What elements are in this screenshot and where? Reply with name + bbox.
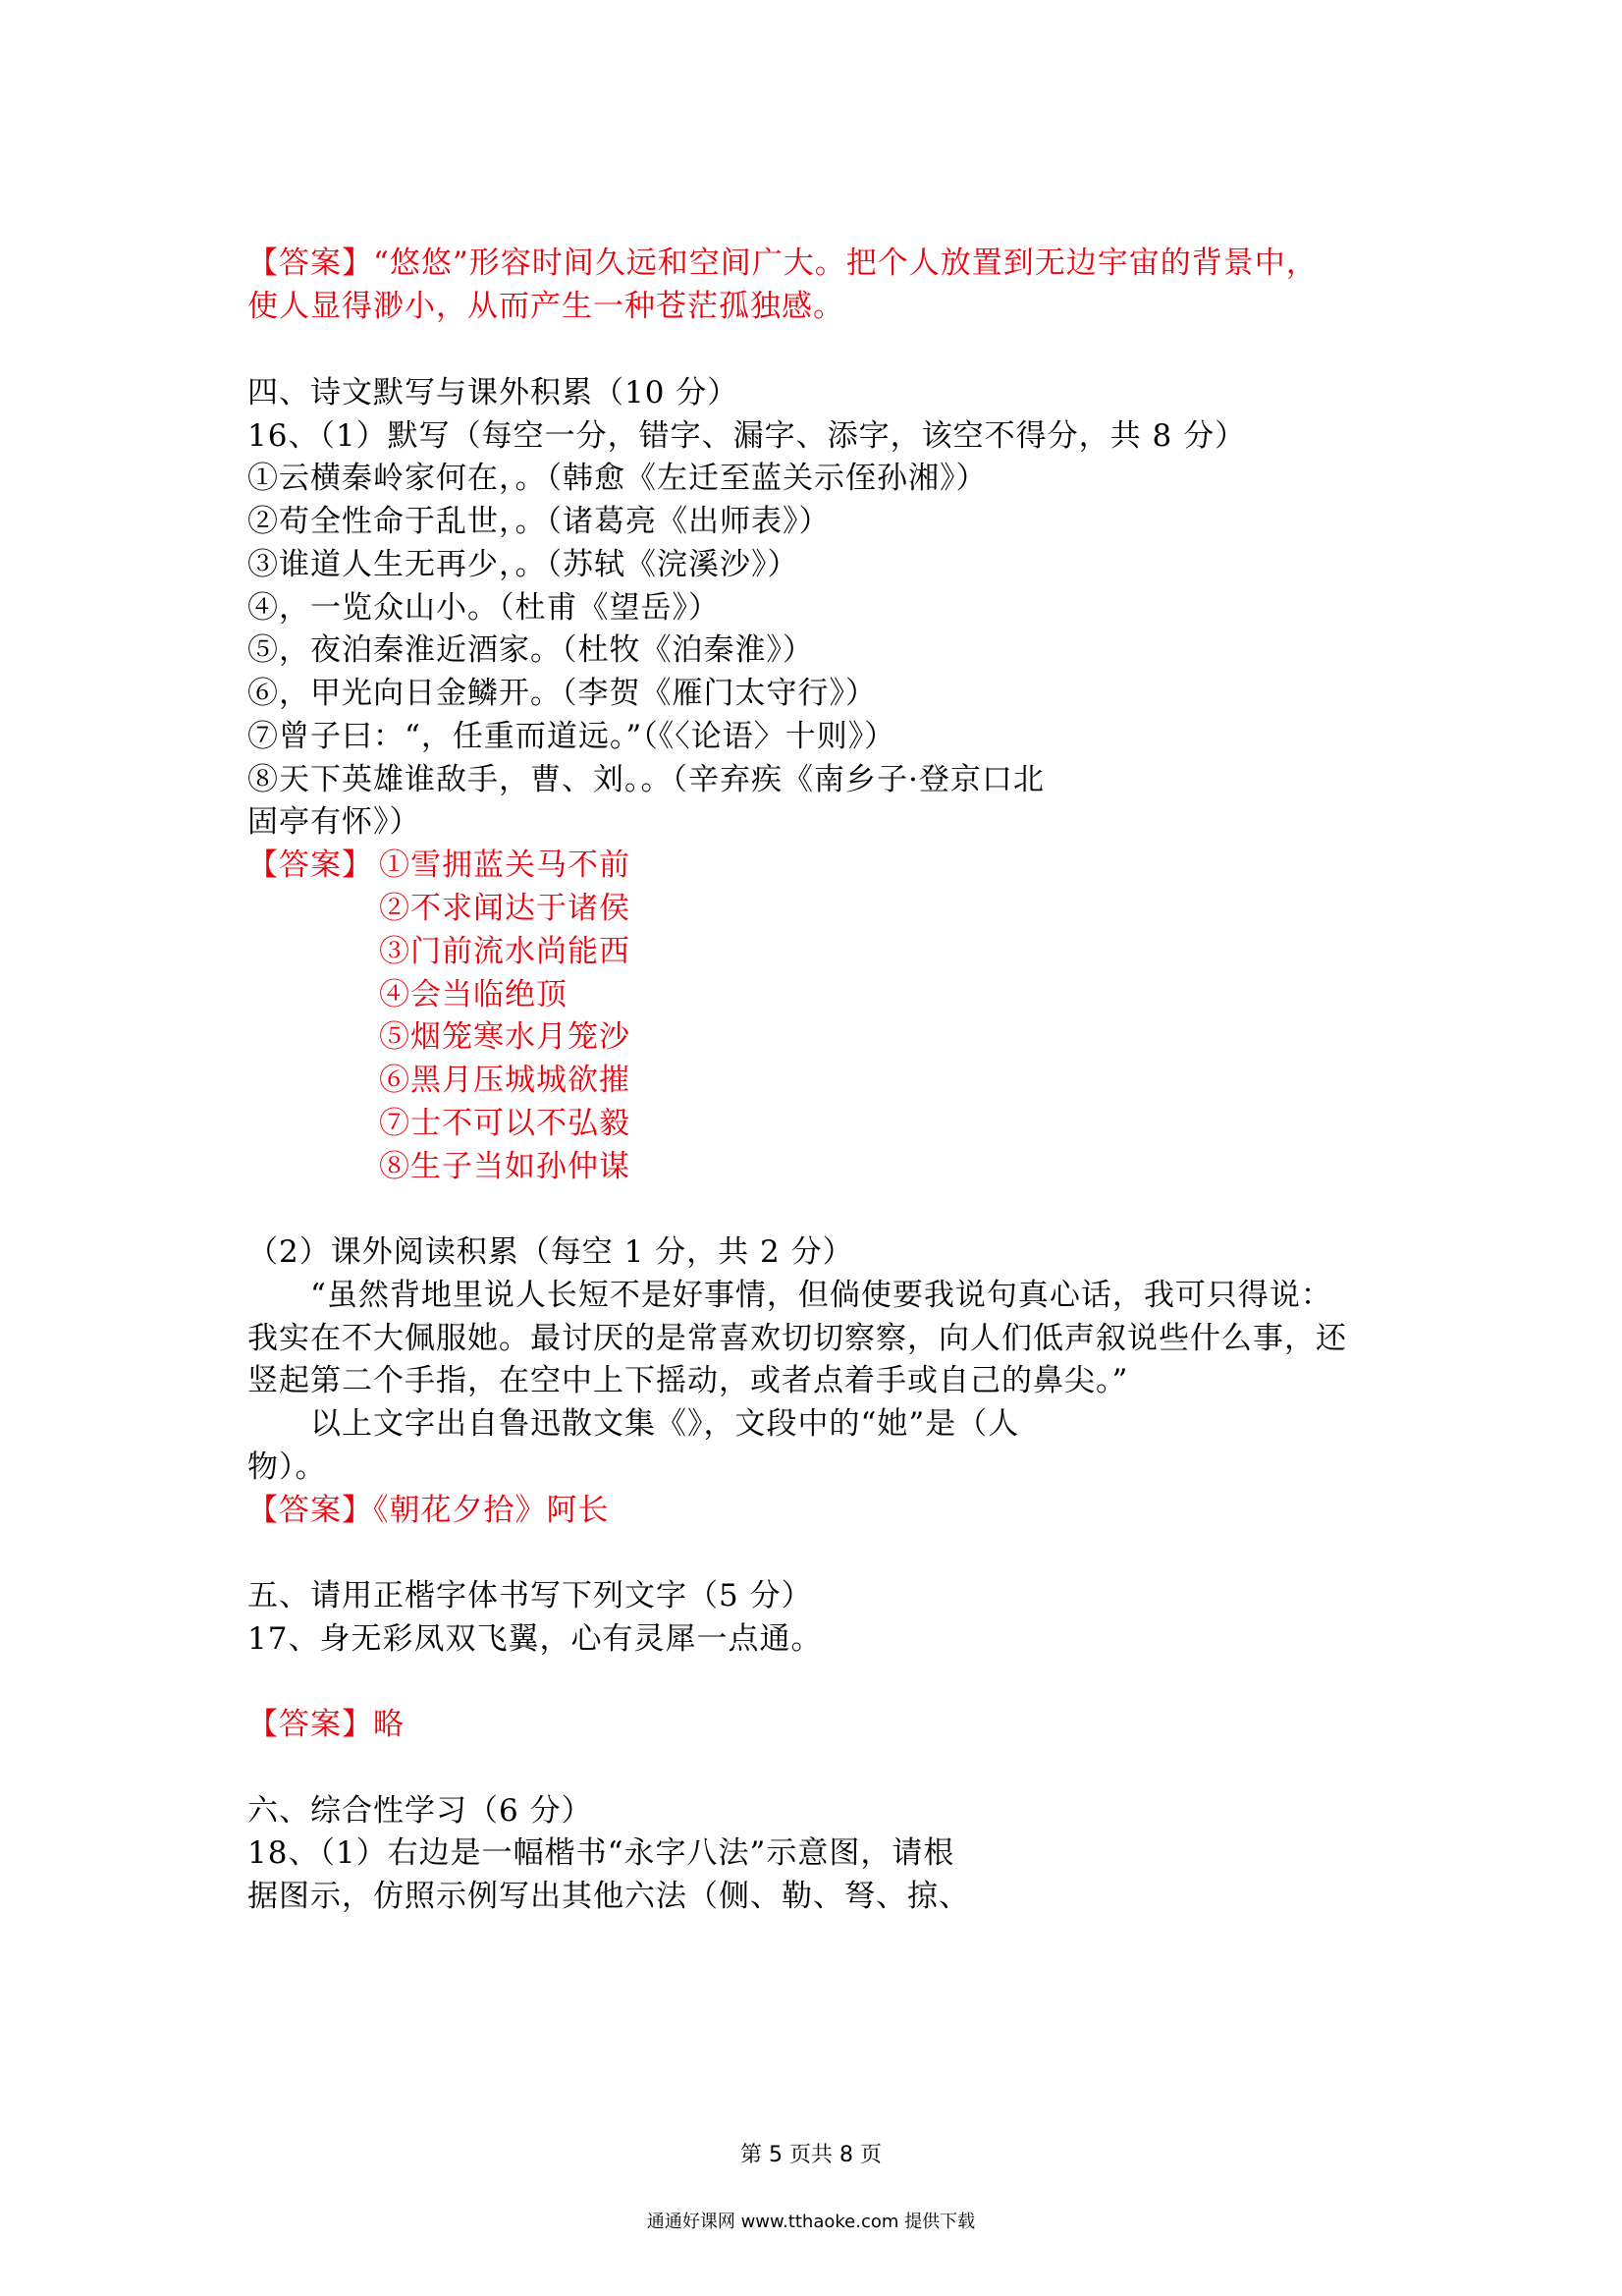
answer-16-item-2: ②不求闻达于诸侯 (379, 891, 630, 926)
question-16-2-line-1: 以上文字出自鲁迅散文集《》，文段中的“她”是（人 (310, 1406, 1020, 1442)
dictation-item-4: ④，一览众山小。（杜甫《望岳》） (247, 590, 720, 626)
question-17: 17、身无彩凤双飞翼，心有灵犀一点通。 (247, 1621, 823, 1657)
section-4-heading: 四、诗文默写与课外积累（10 分） (247, 375, 739, 410)
quote-line-3: 竖起第二个手指，在空中上下摇动，或者点着手或自己的鼻尖。” (247, 1363, 1129, 1398)
question-18-line-2: 据图示，仿照示例写出其他六法（侧、勒、弩、掠、 (247, 1879, 970, 1914)
answer-15-line-2: 使人显得渺小，从而产生一种苍茫孤独感。 (247, 289, 844, 324)
dictation-item-1: ①云横秦岭家何在，。（韩愈《左迁至蓝关示侄孙湘》） (247, 461, 988, 496)
answer-16-item-3: ③门前流水尚能西 (379, 934, 630, 969)
dictation-item-3: ③谁道人生无再少，。（苏轼《浣溪沙》） (247, 547, 799, 582)
answer-16-label: 【答案】 (247, 847, 373, 883)
answer-15-line-1: 【答案】“悠悠”形容时间久远和空间广大。把个人放置到无边宇宙的背景中， (247, 246, 1318, 281)
question-16-2-line-2: 物）。 (247, 1449, 327, 1485)
dictation-item-7: ⑦曾子曰：“，任重而道远。”（《〈论语〉十则》） (247, 719, 896, 754)
site-credit: 通通好课网 www.tthaoke.com 提供下载 (646, 2212, 976, 2232)
section-5-heading: 五、请用正楷字体书写下列文字（5 分） (247, 1578, 813, 1613)
answer-16-item-4: ④会当临绝顶 (379, 977, 568, 1012)
question-18-line-1: 18、（1）右边是一幅楷书“永字八法”示意图，请根 (247, 1835, 955, 1871)
dictation-item-2: ②苟全性命于乱世，。（诸葛亮《出师表》） (247, 504, 831, 539)
dictation-item-8: ⑧天下英雄谁敌手，曹、刘。。（辛弃疾《南乡子·登京口北 (247, 762, 1045, 797)
answer-16-item-7: ⑦士不可以不弘毅 (379, 1106, 630, 1141)
answer-17: 【答案】略 (247, 1707, 405, 1742)
quote-line-1: “虽然背地里说人长短不是好事情，但倘使要我说句真心话，我可只得说： (310, 1278, 1332, 1313)
answer-16-item-1: ①雪拥蓝关马不前 (379, 847, 630, 883)
question-16-2-prompt: （2）课外阅读积累（每空 1 分，共 2 分） (247, 1234, 854, 1270)
answer-16-item-5: ⑤烟笼寒水月笼沙 (379, 1019, 630, 1055)
question-16-prompt: 16、（1）默写（每空一分，错字、漏字、添字，该空不得分，共 8 分） (247, 418, 1247, 454)
dictation-item-5: ⑤，夜泊秦淮近酒家。（杜牧《泊秦淮》） (247, 632, 814, 668)
answer-16-item-6: ⑥黑月压城城欲摧 (379, 1063, 630, 1098)
section-6-heading: 六、综合性学习（6 分） (247, 1793, 593, 1829)
page-number: 第 5 页共 8 页 (740, 2143, 882, 2167)
answer-16-2: 【答案】《朝花夕拾》阿长 (247, 1493, 610, 1528)
dictation-item-6: ⑥，甲光向日金鳞开。（李贺《雁门太守行》） (247, 676, 877, 711)
dictation-item-8-cont: 固亭有怀》） (247, 804, 421, 840)
quote-line-2: 我实在不大佩服她。最讨厌的是常喜欢切切察察，向人们低声叙说些什么事，还 (247, 1321, 1347, 1356)
answer-16-item-8: ⑧生子当如孙仲谋 (379, 1149, 630, 1184)
